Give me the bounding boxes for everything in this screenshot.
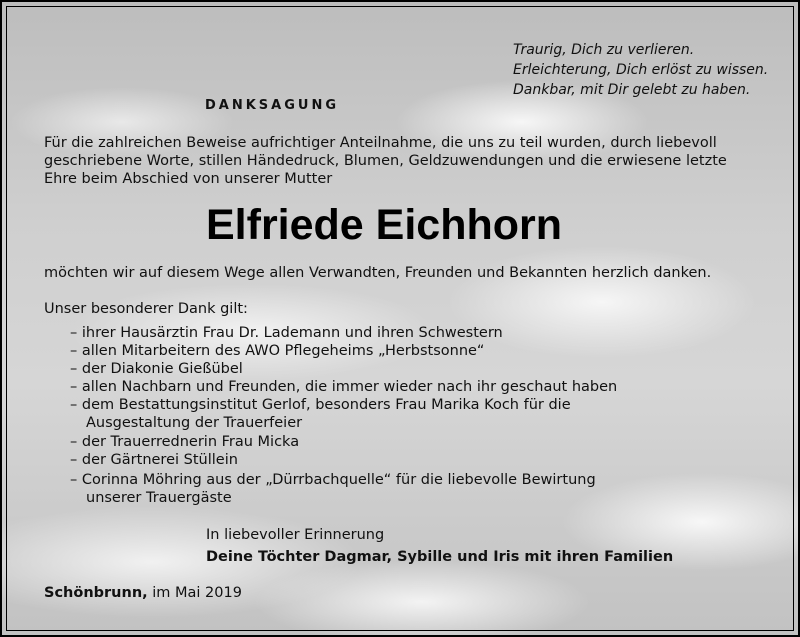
special-thanks-intro: Unser besonderer Dank gilt: xyxy=(44,301,248,317)
place: Schönbrunn, xyxy=(44,585,148,601)
list-item: – ihrer Hausärztin Frau Dr. Lademann und ihren Schwestern xyxy=(70,325,503,341)
intro-line-3: Ehre beim Abschied von unserer Mutter xyxy=(44,171,333,187)
intro-line-1: Für die zahlreichen Beweise aufrichtiger Anteilnahme, die uns zu teil wurden, durch liebevoll xyxy=(44,135,717,151)
list-item: – allen Nachbarn und Freunden, die immer wieder nach ihr geschaut haben xyxy=(70,379,618,395)
list-item-continuation: unserer Trauergäste xyxy=(86,490,232,506)
deceased-name: Elfriede Eichhorn xyxy=(206,201,563,249)
intro-line-2: geschriebene Worte, stillen Händedruck, Blumen, Geldzuwendungen und die erwiesene letzte xyxy=(44,153,727,169)
thanks-line: möchten wir auf diesem Wege allen Verwandten, Freunden und Bekannten herzlich danken. xyxy=(44,265,712,281)
date: im Mai 2019 xyxy=(147,585,242,601)
heading: DANKSAGUNG xyxy=(205,98,340,113)
closing-line: In liebevoller Erinnerung xyxy=(206,527,385,543)
list-item: – der Gärtnerei Stüllein xyxy=(70,452,238,468)
list-item: – dem Bestattungsinstitut Gerlof, besonders Frau Marika Koch für die xyxy=(70,397,571,413)
quote-line-1: Traurig, Dich zu verlieren. xyxy=(513,42,695,58)
list-item: – allen Mitarbeitern des AWO Pflegeheims „Herbstsonne“ xyxy=(70,343,485,359)
list-item-continuation: Ausgestaltung der Trauerfeier xyxy=(86,415,303,431)
list-item: – Corinna Möhring aus der „Dürrbachquelle“ für die liebevolle Bewirtung xyxy=(70,472,596,488)
list-item: – der Trauerrednerin Frau Micka xyxy=(70,434,300,450)
place-date xyxy=(44,584,242,602)
signature: Deine Töchter Dagmar, Sybille und Iris mit ihren Familien xyxy=(206,549,674,565)
quote-line-2: Erleichterung, Dich erlöst zu wissen. xyxy=(513,62,769,78)
list-item: – der Diakonie Gießübel xyxy=(70,361,243,377)
quote-line-3: Dankbar, mit Dir gelebt zu haben. xyxy=(513,82,751,98)
